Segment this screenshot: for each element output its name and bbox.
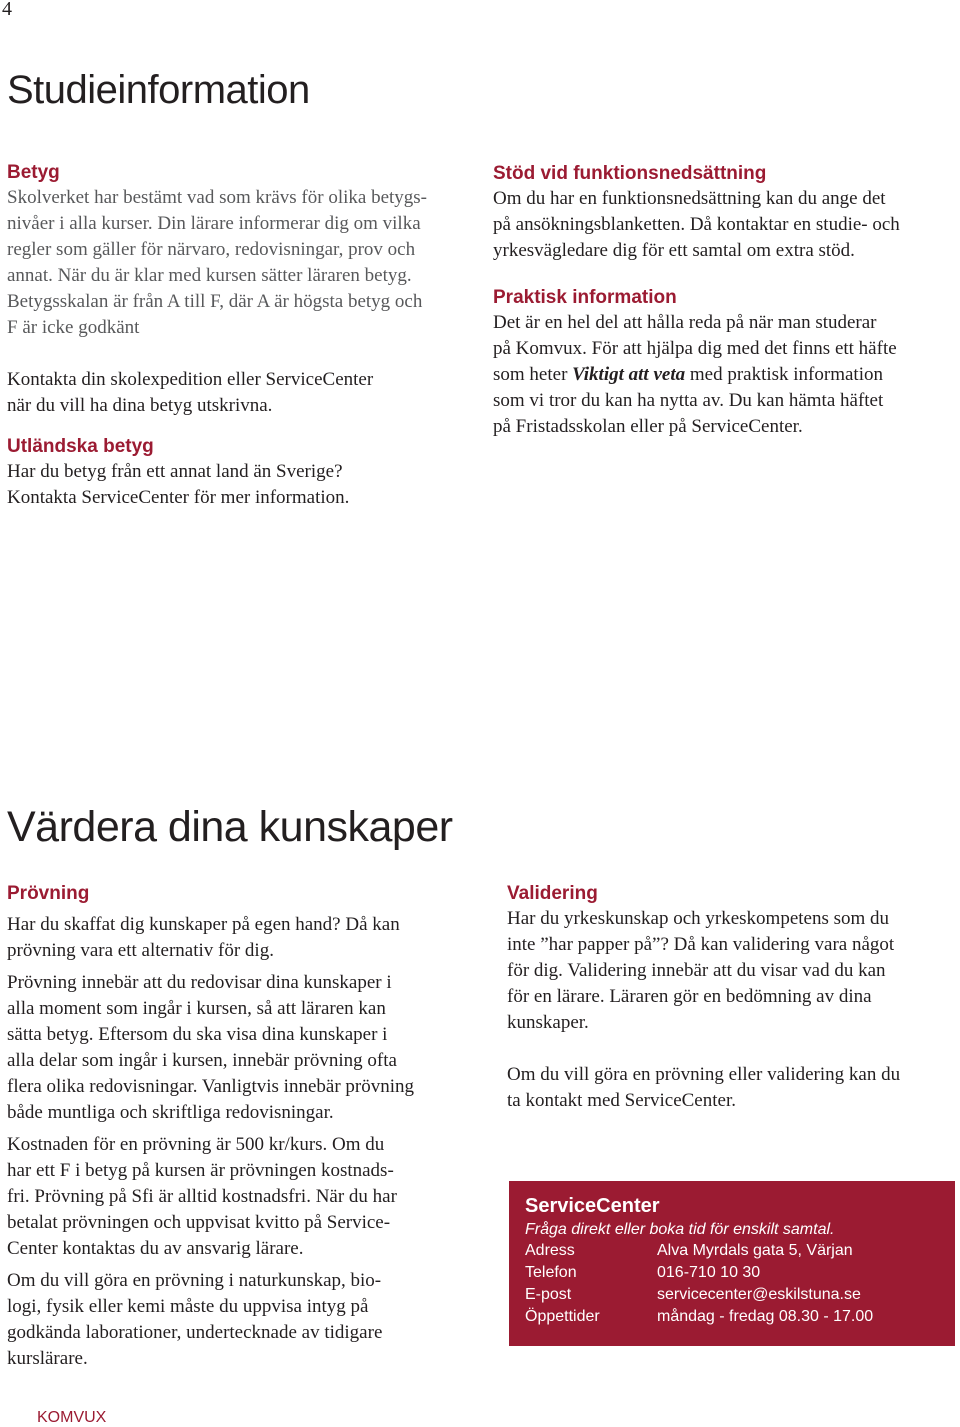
text-line: Om du har en funktionsnedsättning kan du ange det bbox=[493, 188, 886, 209]
validering-heading: Validering bbox=[507, 883, 598, 904]
text-line: för en lärare. Läraren gör en bedömning av dina bbox=[507, 986, 872, 1007]
text-line: Prövning innebär att du redovisar dina kunskaper i bbox=[7, 972, 392, 993]
text-line: på Fristadsskolan eller på ServiceCenter. bbox=[493, 416, 803, 437]
text-segment: som heter bbox=[493, 364, 573, 385]
text-line: Har du yrkeskunskap och yrkeskompetens som du bbox=[507, 908, 890, 929]
text-line: Betygsskalan är från A till F, där A är högsta betyg och bbox=[7, 291, 423, 312]
servicecenter-row-oppettider bbox=[525, 1308, 873, 1326]
betyg-contact-text bbox=[7, 367, 467, 419]
text-line: betalat prövningen och uppvisat kvitto på Service- bbox=[7, 1212, 391, 1233]
validering-text bbox=[507, 906, 957, 1114]
text-line: annat. När du är klar med kursen sätter läraren betyg. bbox=[7, 265, 412, 286]
text-line: Skolverket har bestämt vad som krävs för olika betygs- bbox=[7, 187, 428, 208]
text-line: Har du betyg från ett annat land än Sverige? bbox=[7, 461, 343, 482]
stod-block bbox=[493, 162, 953, 440]
page-number: 4 bbox=[2, 0, 12, 20]
text-line: F är icke godkänt bbox=[7, 317, 140, 338]
booklet-title: Viktigt att veta bbox=[572, 364, 686, 385]
servicecenter-subtitle: Fråga direkt eller boka tid för enskilt samtal. bbox=[525, 1221, 835, 1238]
servicecenter-box bbox=[509, 1181, 955, 1346]
text-line: Om du vill göra en prövning eller validering kan du bbox=[507, 1064, 901, 1085]
row-value: 016-710 10 30 bbox=[657, 1264, 761, 1281]
text-segment: med praktisk information bbox=[685, 364, 883, 385]
text-line: på ansökningsblanketten. Då kontaktar en studie- och bbox=[493, 214, 900, 235]
stod-text bbox=[493, 186, 953, 264]
servicecenter-row-telefon bbox=[525, 1264, 760, 1282]
text-line: Det är en hel del att hålla reda på när man studerar bbox=[493, 312, 877, 333]
validering-block bbox=[507, 882, 957, 1114]
text-line: Om du vill göra en prövning i naturkunskap, bio- bbox=[7, 1270, 382, 1291]
text-line: Kontakta ServiceCenter för mer information. bbox=[7, 487, 350, 508]
text-line: sätta betyg. Eftersom du ska visa dina kunskaper i bbox=[7, 1024, 388, 1045]
text-line: Center kontaktas du av ansvarig lärare. bbox=[7, 1238, 304, 1259]
text-line: flera olika redovisningar. Vanligtvis innebär prövning bbox=[7, 1076, 415, 1097]
servicecenter-row-epost bbox=[525, 1286, 861, 1304]
text-line: prövning vara ett alternativ för dig. bbox=[7, 940, 274, 961]
text-line: både muntliga och skriftliga redovisningar. bbox=[7, 1102, 334, 1123]
row-value: Alva Myrdals gata 5, Värjan bbox=[657, 1242, 853, 1259]
text-line: som vi tror du kan ha nytta av. Du kan hämta häftet bbox=[493, 390, 884, 411]
text-line bbox=[493, 362, 953, 388]
provning-text bbox=[7, 912, 467, 1372]
footer-komvux: KOMVUX bbox=[37, 1409, 107, 1426]
text-line: Kontakta din skolexpedition eller ServiceCenter bbox=[7, 369, 374, 390]
text-line: för dig. Validering innebär att du visar vad du kan bbox=[507, 960, 886, 981]
row-label: Öppettider bbox=[525, 1308, 600, 1325]
servicecenter-title: ServiceCenter bbox=[525, 1195, 660, 1217]
text-line: yrkesvägledare dig för ett samtal om extra stöd. bbox=[493, 240, 855, 261]
provning-block bbox=[7, 882, 467, 1372]
text-line: fri. Prövning på Sfi är alltid kostnadsfri. När du har bbox=[7, 1186, 397, 1207]
text-line: kurslärare. bbox=[7, 1348, 88, 1369]
utlandska-betyg-heading: Utländska betyg bbox=[7, 436, 154, 457]
betyg-text bbox=[7, 185, 467, 341]
text-line: logi, fysik eller kemi måste du uppvisa intyg på bbox=[7, 1296, 369, 1317]
email-link[interactable]: servicecenter@eskilstuna.se bbox=[657, 1286, 861, 1303]
betyg-block bbox=[7, 161, 467, 511]
section-title-vardera: Värdera dina kunskaper bbox=[7, 803, 453, 851]
praktisk-text bbox=[493, 310, 953, 440]
text-line: Kostnaden för en prövning är 500 kr/kurs. Om du bbox=[7, 1134, 385, 1155]
servicecenter-row-adress bbox=[525, 1242, 853, 1260]
row-label: Telefon bbox=[525, 1264, 577, 1281]
text-line: alla moment som ingår i kursen, så att läraren kan bbox=[7, 998, 386, 1019]
text-line: kunskaper. bbox=[507, 1012, 589, 1033]
text-line: regler som gäller för närvaro, redovisningar, prov och bbox=[7, 239, 416, 260]
text-line: Har du skaffat dig kunskaper på egen hand? Då kan bbox=[7, 914, 400, 935]
text-line: har ett F i betyg på kursen är prövningen kostnads- bbox=[7, 1160, 394, 1181]
provning-heading: Prövning bbox=[7, 883, 90, 904]
section-title-studieinformation: Studieinformation bbox=[7, 68, 310, 112]
utlandska-betyg-text bbox=[7, 459, 467, 511]
text-line: godkända laborationer, undertecknade av tidigare bbox=[7, 1322, 383, 1343]
text-line: när du vill ha dina betyg utskrivna. bbox=[7, 395, 273, 416]
praktisk-heading: Praktisk information bbox=[493, 287, 677, 308]
stod-heading: Stöd vid funktionsnedsättning bbox=[493, 163, 767, 184]
row-label: Adress bbox=[525, 1242, 575, 1259]
text-line: på Komvux. För att hjälpa dig med det finns ett häfte bbox=[493, 338, 897, 359]
text-line: alla delar som ingår i kursen, innebär prövning ofta bbox=[7, 1050, 397, 1071]
text-line: inte ”har papper på”? Då kan validering vara något bbox=[507, 934, 895, 955]
betyg-heading: Betyg bbox=[7, 162, 60, 183]
text-line: ta kontakt med ServiceCenter. bbox=[507, 1090, 736, 1111]
row-value: måndag - fredag 08.30 - 17.00 bbox=[657, 1308, 874, 1325]
text-line: nivåer i alla kurser. Din lärare informerar dig om vilka bbox=[7, 213, 421, 234]
row-label: E-post bbox=[525, 1286, 572, 1303]
